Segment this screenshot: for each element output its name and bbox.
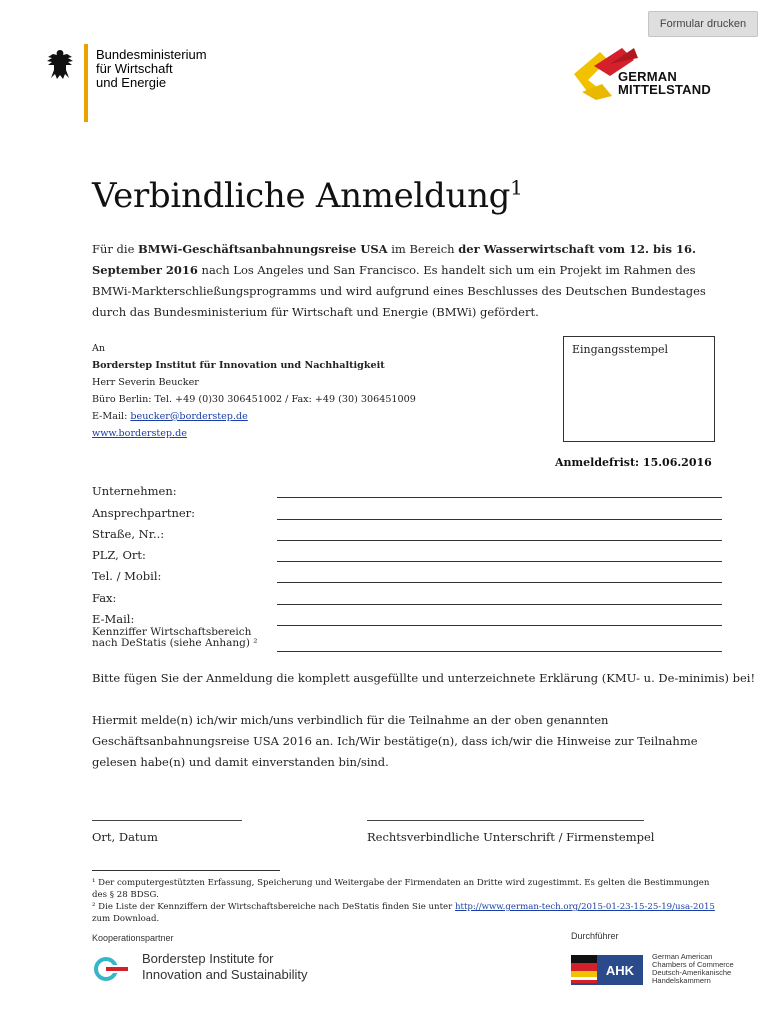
field-input-ansprechpartner[interactable] bbox=[277, 519, 722, 520]
address-office: Büro Berlin: Tel. +49 (0)30 306451002 / Fax: +49 (30) 306451009 bbox=[92, 394, 416, 405]
email-link[interactable]: beucker@borderstep.de bbox=[130, 411, 248, 422]
organizer-label: Durchführer bbox=[571, 931, 619, 941]
german-mittelstand-logo-text: GERMAN MITTELSTAND bbox=[618, 69, 711, 97]
bmwi-accent-bar bbox=[84, 44, 88, 122]
field-input-tel[interactable] bbox=[277, 582, 722, 583]
field-input-fax[interactable] bbox=[277, 604, 722, 605]
field-label-tel: Tel. / Mobil: bbox=[92, 569, 162, 583]
intro-paragraph: Für die BMWi-Geschäftsanbahnungsreise USA im Bereich der Wasserwirtschaft vom 12. bis 16. September 2016 nach Los Angeles und San Francisco. Es handelt sich um ein Projekt im Rahmen des BMWi-Markterschließungsprogramms und wird aufgrund eines Beschlusses des Deutschen Bundestages durch das Bundesministerium für Wirtschaft und Energie (BMWi) gefördert. bbox=[92, 242, 706, 319]
footnote-2: ² Die Liste der Kennziffern der Wirtschaftsbereiche nach DeStatis finden Sie unter http://www.german-tech.org/2015-01-23-15-25-19/usa-2015 zum Download. bbox=[92, 902, 715, 924]
borderstep-logo-text: Borderstep Institute for Innovation and Sustainability bbox=[142, 951, 308, 982]
website-link[interactable]: www.borderstep.de bbox=[92, 428, 187, 439]
footnotes bbox=[92, 877, 717, 925]
field-label-unternehmen: Unternehmen: bbox=[92, 484, 177, 498]
address-email-row: E-Mail: beucker@borderstep.de bbox=[92, 411, 248, 422]
declaration-paragraph: Hiermit melde(n) ich/wir mich/uns verbindlich für die Teilnahme an der oben genannten Geschäftsanbahnungsreise USA 2016 an. Ich/Wir bestätige(n), dass ich/wir die Hinweise zur Teilnahme gelesen habe(n) und damit einverstanden bin/sind. bbox=[92, 713, 698, 769]
field-label-fax: Fax: bbox=[92, 591, 117, 605]
place-date-line[interactable] bbox=[92, 820, 242, 821]
field-input-kennziffer[interactable] bbox=[277, 651, 722, 652]
field-label-strasse: Straße, Nr..: bbox=[92, 527, 165, 541]
signature-label: Rechtsverbindliche Unterschrift / Firmenstempel bbox=[367, 830, 655, 844]
footnote-1: ¹ Der computergestützten Erfassung, Speicherung und Weitergabe der Firmendaten an Dritte wird zugestimmt. Es gelten die Bestimmungen des § 28 BDSG. bbox=[92, 878, 710, 900]
federal-eagle-icon bbox=[44, 48, 76, 82]
recipient-address bbox=[92, 340, 416, 442]
page-title: Verbindliche Anmeldung$^1$ bbox=[92, 175, 523, 216]
field-input-email[interactable] bbox=[277, 625, 722, 626]
print-form-button[interactable]: Formular drucken bbox=[648, 11, 758, 37]
field-label-kennziffer: Kennziffer Wirtschaftsbereich nach DeStatis (siehe Anhang) ² bbox=[92, 626, 258, 649]
title-footnote-mark: 1 bbox=[510, 175, 523, 200]
bmwi-logo-text: Bundesministerium für Wirtschaft und Energie bbox=[96, 47, 207, 90]
footnote-divider bbox=[92, 870, 280, 871]
address-to: An bbox=[92, 343, 106, 354]
registration-deadline: Anmeldefrist: 15.06.2016 bbox=[555, 456, 712, 469]
field-input-unternehmen[interactable] bbox=[277, 497, 722, 498]
field-input-strasse[interactable] bbox=[277, 540, 722, 541]
ahk-logo-text: German American Chambers of Commerce Deutsch-Amerikanische Handelskammern bbox=[652, 952, 734, 985]
field-input-plz-ort[interactable] bbox=[277, 561, 722, 562]
cooperation-partner-label: Kooperationspartner bbox=[92, 933, 174, 943]
ahk-mark: AHK bbox=[605, 963, 635, 978]
field-label-plz-ort: PLZ, Ort: bbox=[92, 548, 146, 562]
address-person: Herr Severin Beucker bbox=[92, 377, 199, 388]
signature-line[interactable] bbox=[367, 820, 644, 821]
field-label-email: E-Mail: bbox=[92, 612, 135, 626]
place-date-label: Ort, Datum bbox=[92, 830, 158, 844]
field-label-ansprechpartner: Ansprechpartner: bbox=[92, 506, 196, 520]
receipt-stamp-box: Eingangsstempel bbox=[563, 336, 715, 442]
address-org: Borderstep Institut für Innovation und Nachhaltigkeit bbox=[92, 360, 385, 371]
attachment-notice: Bitte fügen Sie der Anmeldung die komplett ausgefüllte und unterzeichnete Erklärung (KMU- u. De-minimis) bei! bbox=[92, 671, 756, 685]
destatis-link[interactable]: http://www.german-tech.org/2015-01-23-15-25-19/usa-2015 bbox=[454, 902, 715, 912]
